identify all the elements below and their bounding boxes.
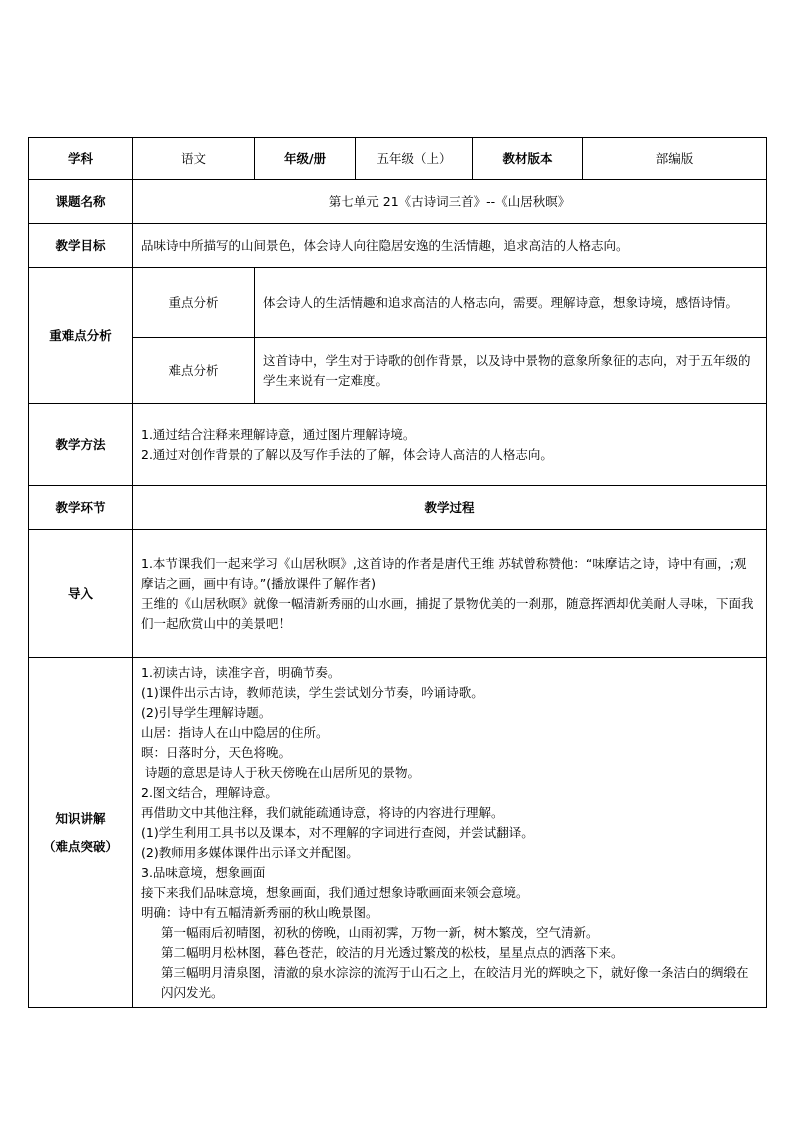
knowledge-label-cell — [29, 658, 133, 1008]
grade-label: 年级/册 — [255, 138, 356, 180]
method-cell — [133, 404, 767, 486]
knowledge-line: 1.初读古诗，读准字音，明确节奏。 — [141, 664, 341, 680]
topic-label: 课题名称 — [29, 180, 133, 224]
intro-row — [29, 530, 767, 658]
difficult-analysis-cell — [255, 338, 767, 404]
header-row — [29, 138, 767, 180]
knowledge-line: 3.品味意境，想象画面 — [141, 864, 266, 880]
difficult-analysis-label: 难点分析 — [133, 338, 255, 404]
method-label: 教学方法 — [29, 404, 133, 486]
knowledge-line: 第二幅明月松林图，暮色苍茫，皎洁的月光透过繁茂的松枝，星星点点的洒落下来。 — [161, 944, 624, 960]
key-analysis-label: 重点分析 — [133, 268, 255, 338]
knowledge-line: 暝：日落时分，天色将晚。 — [141, 744, 292, 760]
goal-label: 教学目标 — [29, 224, 133, 268]
intro-line: 王维的《山居秋暝》就像一幅清新秀丽的山水画，捕捉了景物优美的一刹那，随意挥洒却优美耐人寻味，下面我们一起欣赏山中的美景吧！ — [141, 595, 754, 631]
knowledge-sublabel: （难点突破） — [42, 838, 118, 854]
intro-label: 导入 — [29, 530, 133, 658]
edition-value: 部编版 — [583, 138, 767, 180]
knowledge-line: 再借助文中其他注释，我们就能疏通诗意，将诗的内容进行理解。 — [141, 804, 504, 820]
difficult-analysis-value: 这首诗中，学生对于诗歌的创作背景，以及诗中景物的意象所象征的志向，对于五年级的学生来说有一定难度。 — [263, 352, 751, 388]
process-title: 教学过程 — [133, 486, 767, 530]
subject-value: 语文 — [133, 138, 255, 180]
knowledge-label: 知识讲解 — [55, 810, 106, 826]
method-line: 2.通过对创作背景的了解以及写作手法的了解，体会诗人高洁的人格志向。 — [141, 446, 553, 462]
topic-value: 第七单元 21《古诗词三首》--《山居秋暝》 — [133, 180, 767, 224]
key-analysis-cell — [255, 268, 767, 338]
knowledge-line: 诗题的意思是诗人于秋天傍晚在山居所见的景物。 — [145, 764, 421, 780]
knowledge-line: 第一幅雨后初晴图，初秋的傍晚，山雨初霁，万物一新，树木繁茂，空气清新。 — [161, 924, 599, 940]
knowledge-line: 2.图文结合，理解诗意。 — [141, 784, 278, 800]
topic-row — [29, 180, 767, 224]
key-analysis-value: 体会诗人的生活情趣和追求高洁的人格志向，需要。理解诗意，想象诗境，感悟诗情。 — [263, 294, 739, 310]
knowledge-line: (2)教师用多媒体课件出示译文并配图。 — [141, 844, 359, 860]
grade-value: 五年级（上） — [356, 138, 473, 180]
knowledge-cell — [133, 658, 767, 1008]
knowledge-line: 山居：指诗人在山中隐居的住所。 — [141, 724, 329, 740]
process-stage-label: 教学环节 — [29, 486, 133, 530]
method-row — [29, 404, 767, 486]
difficult-analysis-row — [29, 338, 767, 404]
knowledge-line: (2)引导学生理解诗题。 — [141, 704, 272, 720]
subject-label: 学科 — [29, 138, 133, 180]
lesson-plan-table — [28, 137, 767, 1008]
knowledge-line: (1)学生利用工具书以及课本，对不理解的字词进行查阅，并尝试翻译。 — [141, 824, 534, 840]
knowledge-line: (1)课件出示古诗，教师范读，学生尝试划分节奏，吟诵诗歌。 — [141, 684, 484, 700]
key-analysis-row — [29, 268, 767, 338]
goal-row — [29, 224, 767, 268]
analysis-label: 重难点分析 — [29, 268, 133, 404]
goal-cell — [133, 224, 767, 268]
goal-value: 品味诗中所描写的山间景色，体会诗人向往隐居安逸的生活情趣，追求高洁的人格志向。 — [141, 237, 629, 253]
knowledge-line: 明确：诗中有五幅清新秀丽的秋山晚景图。 — [141, 904, 379, 920]
intro-line: 1.本节课我们一起来学习《山居秋暝》,这首诗的作者是唐代王维 苏轼曾称赞他：“味摩诘之诗，诗中有画，;观摩诘之画，画中有诗。”(播放课件了解作者) — [141, 555, 747, 591]
intro-cell — [133, 530, 767, 658]
knowledge-row — [29, 658, 767, 1008]
process-header-row — [29, 486, 767, 530]
method-line: 1.通过结合注释来理解诗意，通过图片理解诗境。 — [141, 426, 416, 442]
knowledge-line: 接下来我们品味意境，想象画面，我们通过想象诗歌画面来领会意境。 — [141, 884, 529, 900]
knowledge-line: 第三幅明月清泉图，清澈的泉水淙淙的流泻于山石之上，在皎洁月光的辉映之下，就好像一条洁白的绸缎在闪闪发光。 — [161, 964, 749, 1000]
edition-label: 教材版本 — [473, 138, 583, 180]
